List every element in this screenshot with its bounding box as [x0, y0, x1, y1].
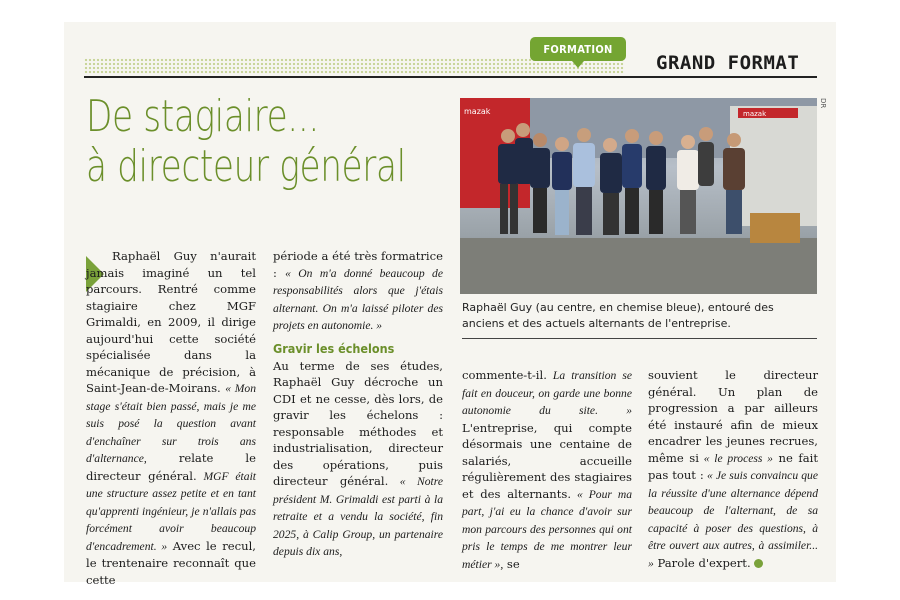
subheading: Gravir les échelons [273, 340, 395, 356]
banner-left: mazak [464, 107, 491, 116]
column-1-paragraph [86, 248, 256, 588]
col1-text-2: Avec le recul, le trentenaire reconnaît que cette [86, 538, 256, 587]
column-4 [648, 367, 818, 572]
photo-caption: Raphaël Guy (au centre, en chemise bleue), entouré des anciens et des actuels alternants de l'entreprise. [462, 301, 774, 330]
col2-text-1: période a été très formatrice : [273, 249, 443, 280]
col3-text-1: commente-t-il. [462, 368, 547, 382]
headline-line-1: De stagiaire... [86, 91, 319, 142]
quote-8: « Je suis convaincu que la réussite d'une alternance dépend beaucoup de l'alternant, de sa capacité à poser des questions, à être ouvert aux autres, à assimiler... » [648, 469, 819, 570]
quote-7: « le process » [698, 451, 773, 465]
photo-credit: DR [819, 98, 827, 109]
col4-text-2: ne fait pas tout : [648, 450, 818, 482]
column-3-paragraph [462, 367, 632, 573]
column-4-paragraph [648, 367, 818, 572]
col4-text-3: Parole d'expert. [653, 555, 751, 570]
end-mark-icon [754, 559, 763, 568]
column-2-paragraph-2 [273, 358, 443, 561]
rubric-tag: FORMATION [530, 37, 626, 61]
column-2-paragraph [273, 248, 443, 335]
banner-right: mazak [743, 110, 767, 118]
column-2 [273, 248, 443, 561]
col3-text-3: se [503, 556, 520, 571]
intro-text: Raphaël Guy n'aurait jamais imaginé un tel parcours. Rentré comme stagiaire chez MGF Grimaldi, en 2009, il dirige aujourd'hui cette société spécialisée dans la mécanique de précision, à Saint-Jean-de-Moirans. [86, 249, 256, 395]
quote-4: « Notre président M. Grimaldi est parti à la retraite et a vendu la société, fin 2025, à Calip Group, un partenaire depuis dix ans, [273, 475, 443, 558]
column-1 [86, 248, 256, 588]
headline-line-2: à directeur général [86, 141, 406, 192]
quote-6: « Pour ma part, j'ai eu la chance d'avoir sur mon parcours des personnes qui ont pris le temps de me montrer leur métier », [462, 487, 632, 571]
article-headline [86, 91, 406, 192]
quote-2: MGF était une structure assez petite et en tant qu'apprenti ingénieur, je n'allais pas forcément avoir beaucoup d'encadrement. » [86, 469, 257, 553]
caption-rule [462, 338, 817, 339]
col3-text-2: L'entreprise, qui compte désormais une centaine de salariés, accueille régulièrement des stagiaires et des alternants. [462, 420, 632, 501]
col1-text-1: relate le directeur général. [86, 451, 256, 483]
col4-text-1: souvient le directeur général. Un plan de progression a par ailleurs été instauré afin de mieux encadrer les jeunes recrues, même si [648, 368, 818, 465]
column-3 [462, 367, 632, 573]
header-rule [84, 76, 817, 78]
section-title: GRAND FORMAT [656, 52, 800, 74]
quote-3: « On m'a donné beaucoup de responsabilités alors que j'étais alternant. On m'a laissé piloter des projets en autonomie. » [273, 266, 443, 332]
quote-1: « Mon stage s'était bien passé, mais je me suis posé la question avant d'enchaîner sur trois ans d'alternance, [86, 382, 256, 465]
quote-5: La transition se fait en douceur, on garde une bonne autonomie du site. » [462, 369, 632, 417]
workshop-illustration [460, 98, 817, 294]
group-photo [460, 98, 817, 294]
col2-text-2: Au terme de ses études, Raphaël Guy décroche un CDI et ne cesse, dès lors, de gravir les échelons : responsable méthodes et industrialisation, directeur des opérations, puis directeur général. [273, 358, 443, 488]
